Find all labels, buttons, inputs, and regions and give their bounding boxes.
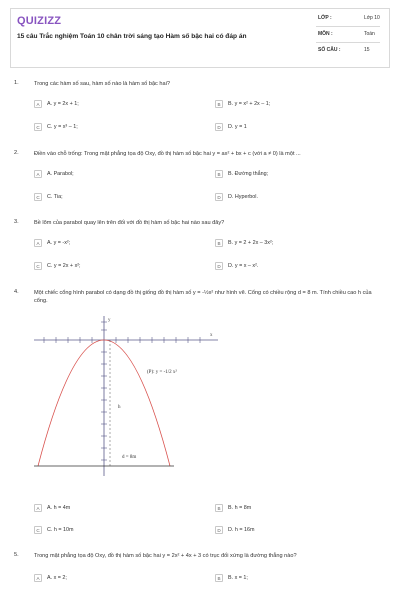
q1-option-a[interactable] [34,98,79,110]
option-text: D. Hyperbol. [228,194,258,200]
question-text: Điền vào chỗ trống: Trong mặt phẳng tọa độ Oxy, đồ thị hàm số bậc hai y = ax² + bx + c (với a ≠ 0) là một ... [34,151,301,157]
question-number: 1. [14,80,19,86]
option-letter-box[interactable]: C [34,262,42,270]
option-letter-box[interactable]: B [215,504,223,512]
question-text: Bề lõm của parabol quay lên trên đối với đồ thị hàm số bậc hai nào sau đây? [34,220,225,226]
question-number: 3. [14,219,19,225]
option-letter-box[interactable]: C [34,193,42,201]
option-letter-box[interactable]: A [34,100,42,108]
option-text: D. h = 16m [228,527,255,533]
question-number: 4. [14,289,19,295]
option-letter-box[interactable]: C [34,526,42,534]
q4-option-a[interactable] [34,502,70,514]
curve-label: (P): y = -1/2 x² [147,370,177,375]
option-text: B. x = 1; [228,575,248,581]
option-letter-box[interactable]: A [34,574,42,582]
document-title: 15 câu Trắc nghiệm Toán 10 chân trời sáng tạo Hàm số bậc hai có đáp án [17,33,247,40]
option-text: B. y = 2 + 2x – 3x²; [228,240,274,246]
meta-key: SỐ CÂU : [318,47,341,53]
option-text: B. h = 8m [228,505,252,511]
q3-option-b[interactable] [215,237,273,249]
q5-option-a[interactable] [34,572,67,584]
meta-divider [316,42,380,43]
y-axis-label: y [108,318,111,323]
meta-value: Toán [364,31,375,37]
option-text: D. y = 1 [228,124,247,130]
option-text: C. h = 10m [47,527,74,533]
x-axis-label: x [210,333,213,338]
meta-value: 15 [364,47,370,53]
meta-value: Lớp 10 [364,15,380,21]
q2-option-a[interactable] [34,168,74,180]
option-letter-box[interactable]: D [215,526,223,534]
option-letter-box[interactable]: B [215,170,223,178]
option-text: C. Tia; [47,194,63,200]
q1-option-b[interactable] [215,98,270,110]
option-text: A. y = -x²; [47,240,71,246]
question-number: 2. [14,150,19,156]
parabola-gate-figure [34,316,218,476]
height-label: h [118,405,121,410]
option-letter-box[interactable]: A [34,239,42,247]
option-letter-box[interactable]: B [215,574,223,582]
option-text: A. y = 2x + 1; [47,101,79,107]
question-number: 5. [14,552,19,558]
option-text: A. Parabol; [47,171,74,177]
question-text: Trong các hàm số sau, hàm số nào là hàm số bậc hai? [34,81,170,87]
option-text: A. x = 2; [47,575,67,581]
option-letter-box[interactable]: D [215,262,223,270]
q1-option-c[interactable] [34,121,78,133]
option-letter-box[interactable]: B [215,100,223,108]
q4-option-b[interactable] [215,502,251,514]
option-text: A. h = 4m [47,505,71,511]
option-letter-box[interactable]: B [215,239,223,247]
q5-option-b[interactable] [215,572,248,584]
option-text: D. y = x – x². [228,263,259,269]
option-letter-box[interactable]: D [215,193,223,201]
width-label: d = 8m [122,455,137,460]
question-text: Một chiếc cổng hình parabol có dạng đồ thị giống đồ thị hàm số y = -½x² như hình vẽ. Cổng có chiều rộng d = 8 m. Tính chiều cao h của cổng. [34,290,372,304]
q2-option-c[interactable] [34,191,63,203]
option-letter-box[interactable]: C [34,123,42,131]
q1-option-d[interactable] [215,121,247,133]
q3-option-c[interactable] [34,260,81,272]
quizizz-logo[interactable]: QUIZIZZ [17,15,62,27]
question-text: Trong mặt phẳng tọa độ Oxy, đồ thị hàm số bậc hai y = 2x² + 4x + 3 có trục đối xứng là đường thẳng nào? [34,553,297,559]
meta-key: LỚP : [318,15,332,21]
q4-option-c[interactable] [34,524,74,536]
meta-key: MÔN : [318,31,333,37]
q2-option-b[interactable] [215,168,268,180]
meta-divider [316,26,380,27]
q3-option-d[interactable] [215,260,258,272]
q3-option-a[interactable] [34,237,70,249]
option-letter-box[interactable]: A [34,504,42,512]
option-letter-box[interactable]: D [215,123,223,131]
option-text: B. Đường thẳng; [228,171,269,177]
q2-option-d[interactable] [215,191,258,203]
option-letter-box[interactable]: A [34,170,42,178]
option-text: B. y = x² + 2x – 1; [228,101,271,107]
option-text: C. y = 2x + x²; [47,263,81,269]
option-text: C. y = x³ – 1; [47,124,78,130]
q4-option-d[interactable] [215,524,255,536]
